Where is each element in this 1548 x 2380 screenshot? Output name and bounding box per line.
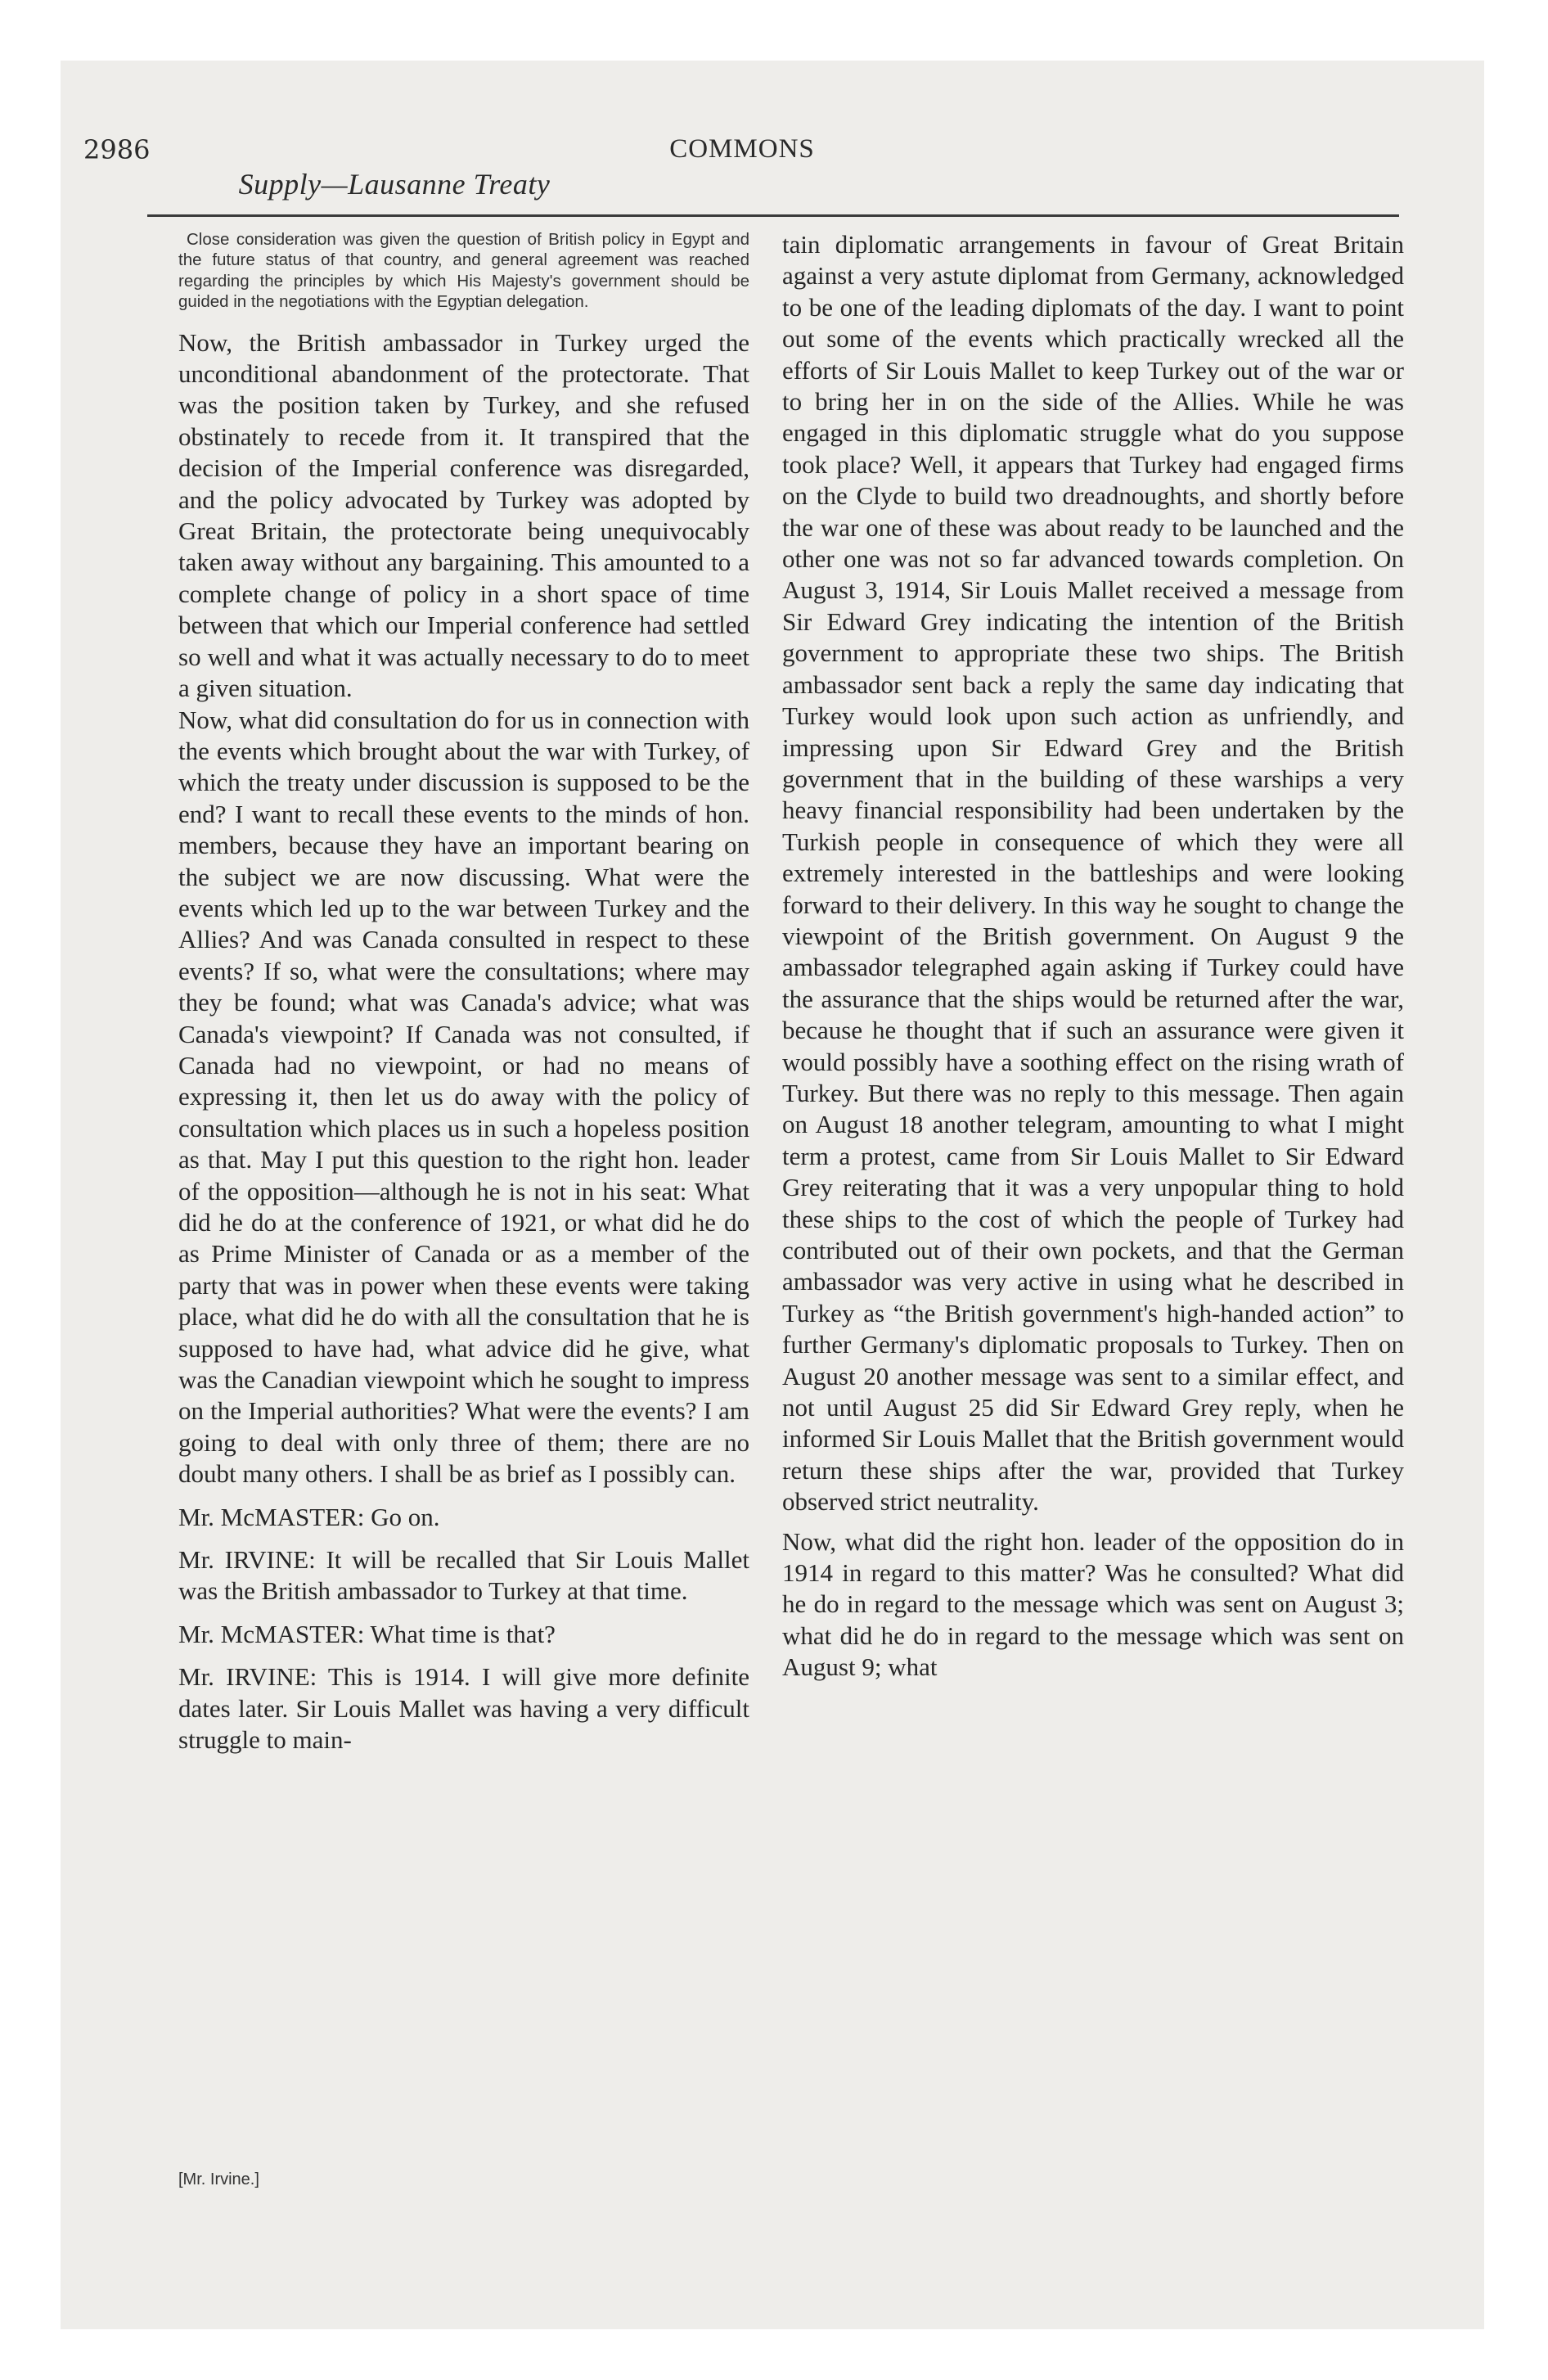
left-column [178,229,749,1756]
right-column [782,229,1404,1684]
page-number: 2986 [83,134,151,165]
speech-irvine: Mr. IRVINE: It will be recalled that Sir Louis Mallet was the British ambassador to Turkey at that time. [178,1545,749,1606]
paragraph: Now, what did the right hon. leader of the opposition do in 1914 in regard to this matter? Was he consulted? What did he do in regard to the message which was sent on August 3; what did he do in regard to the message which was sent on August 9; what [782,1526,1404,1682]
speech-irvine: Mr. IRVINE: This is 1914. I will give more definite dates later. Sir Louis Mallet was having a very difficult struggle to main- [178,1662,749,1755]
block-quote: Close consideration was given the question of British policy in Egypt and the future status of that country, and general agreement was reached regarding the principles by which His Majesty's government should be guided in the negotiations with the Egyptian delegation. [178,230,749,312]
header-rule [147,214,1399,217]
speech-mcmaster: Mr. McMASTER: What time is that? [178,1619,556,1648]
running-title: Supply—Lausanne Treaty [238,168,551,201]
paragraph: Now, the British ambassador in Turkey urged the unconditional abandonment of the protectorate. That was the position taken by Turkey, and she refused obstinately to recede from it. It transpired that the decision of the Imperial conference was disregarded, and the policy advocated by Turkey was adopted by Great Britain, the protectorate being unequivocably taken away without any bargaining. This amounted to a complete change of policy in a short space of time between that which our Imperial conference had settled so well and what it was actually necessary to do to meet a given situation. [178,327,749,703]
paragraph: tain diplomatic arrangements in favour of Great Britain against a very astute diplomat from Germany, acknowledged to be one of the leading diplomats of the day. I want to point out some of the events which practically wrecked all the efforts of Sir Louis Mallet to keep Turkey out of the war or to bring her in on the side of the Allies. While he was engaged in this diplomatic struggle what do you suppose took place? Well, it appears that Turkey had engaged firms on the Clyde to build two dreadnoughts, and shortly before the war one of these was about ready to be launched and the other one was not so far advanced towards completion. On August 3, 1914, Sir Louis Mallet received a message from Sir Edward Grey indicating the intention of the British government to appropriate these two ships. The British ambassador sent back a reply the same day indicating that Turkey would look upon such action as unfriendly, and impressing upon Sir Edward Grey and the British government that in the building of these warships a very heavy financial responsibility had been undertaken by the Turkish people in consequence of which they were all extremely interested in the battleships and were looking forward to their delivery. In this way he sought to change the viewpoint of the British government. On August 9 the ambassador telegraphed again asking if Turkey could have the assurance that the ships would be returned after the war, because he thought that if such an assurance were given it would possibly have a soothing effect on the rising wrath of Turkey. But there was no reply to this message. Then again on August 18 another telegram, amounting to what I might term a protest, came from Sir Louis Mallet to Sir Edward Grey reiterating that it was a very unpopular thing to hold these ships to the cost of which the people of Turkey had contributed out of their own pockets, and that the German ambassador was very active in using what he described in Turkey as “the British government's high-handed action” to further Germany's diplomatic proposals to Turkey. Then on August 20 another message was sent to a similar effect, and not until August 25 did Sir Edward Grey reply, when he informed Sir Louis Mallet that the British government would return these ships after the war, provided that Turkey observed strict neutrality. [782,230,1404,1517]
page-header [83,75,1401,214]
paragraph: Now, what did consultation do for us in connection with the events which brought about the war with Turkey, of which the treaty under discussion is supposed to be the end? I want to recall these events to the minds of hon. members, because they have an important bearing on the subject we are now discussing. What were the events which led up to the war between Turkey and the Allies? And was Canada consulted in respect to these events? If so, what were the consultations; where may they be found; what was Canada's advice; what was Canada's viewpoint? If Canada was not consulted, if Canada had no viewpoint, or had no means of expressing it, then let us do away with the policy of consultation which places us in such a hopeless position as that. May I put this question to the right hon. leader of the opposition—although he is not in his seat: What did he do at the conference of 1921, or what did he do as Prime Minister of Canada or as a member of the party that was in power when these events were taking place, what did he do with all the consultation that he is supposed to have had, what advice did he give, what was the Canadian viewpoint which he sought to impress on the Imperial authorities? What were the events? I am going to deal with only three of them; there are no doubt many others. I shall be as brief as I possibly can. [178,705,749,1489]
speaker-attribution: [Mr. Irvine.] [178,2170,259,2188]
chamber-title: COMMONS [669,134,815,164]
speech-mcmaster: Mr. McMASTER: Go on. [178,1502,440,1531]
